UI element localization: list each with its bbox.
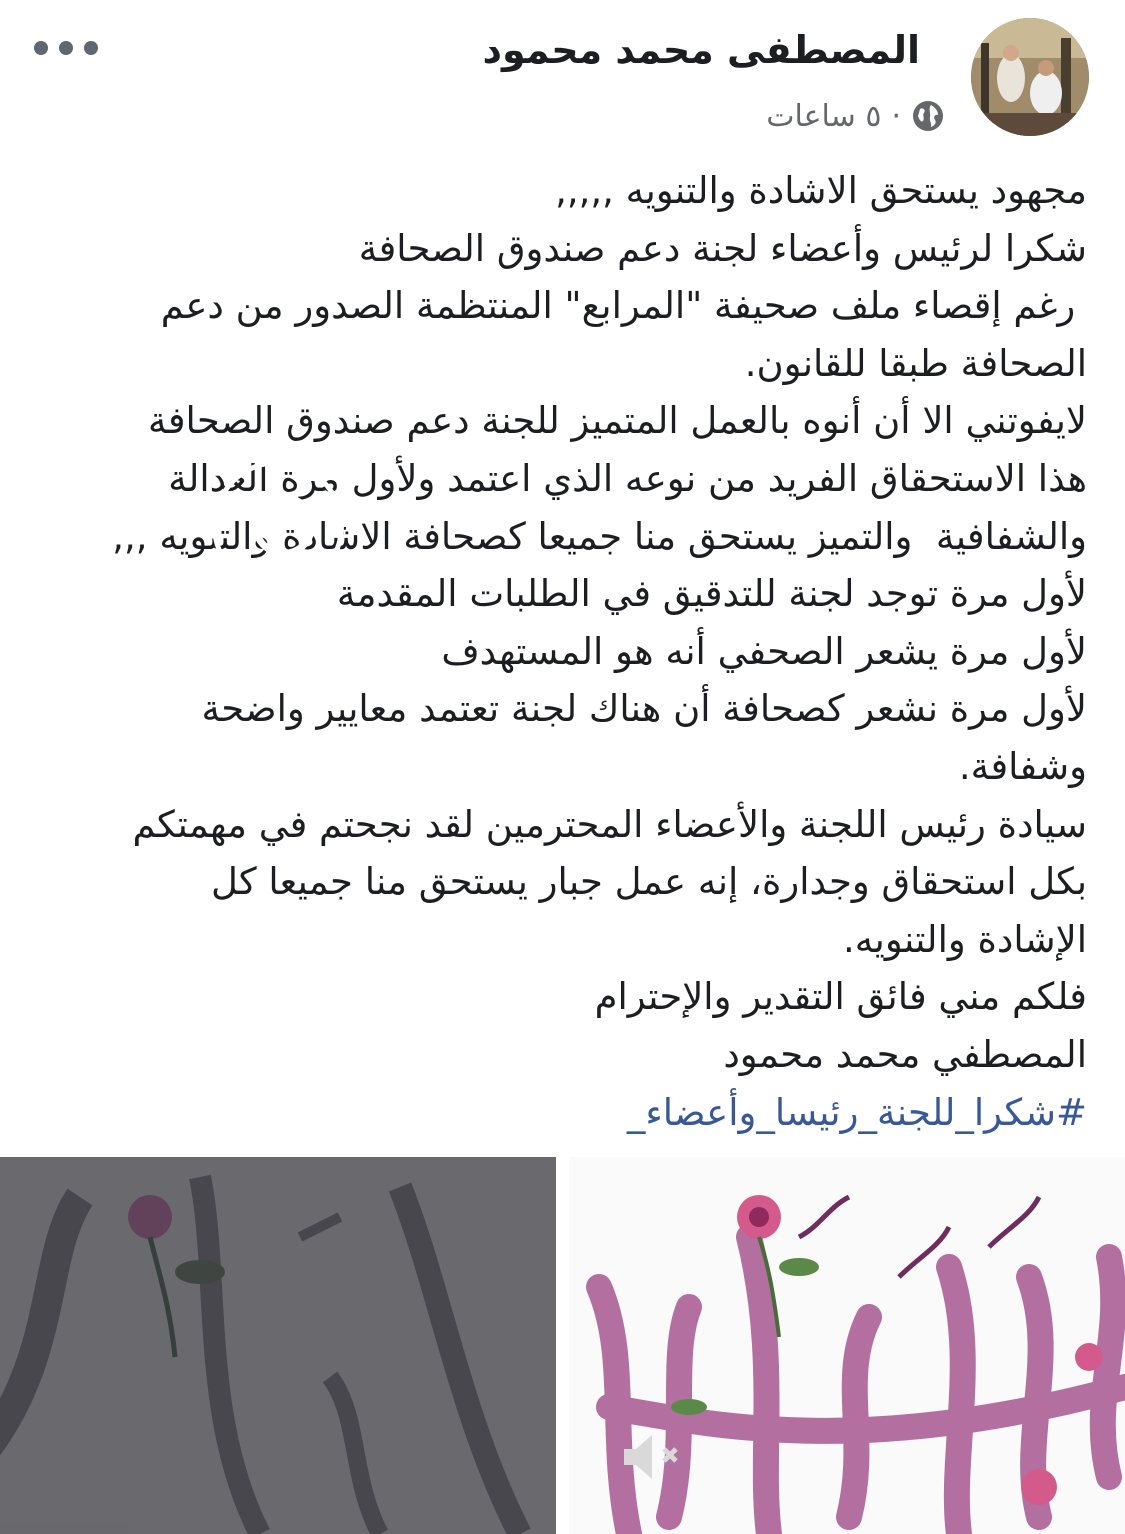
post-line: المصطفي محمد محمود [723,1032,1087,1076]
hashtag-line [20,1084,1087,1142]
post-meta [766,96,945,136]
post-line: مجهود يستحق الاشادة والتنويه ,,,,, [555,169,1087,212]
replay-button[interactable] [212,460,344,592]
replay-icon [217,465,339,587]
globe-icon [911,99,945,133]
post-line: رغم إقصاء ملف صحيفة "المرابع" المنتظمة الصدور من دعم [160,284,1087,328]
post-media [0,1157,1125,1534]
author-name[interactable]: المصطفى محمد محمود [482,28,920,72]
post-line: لأول مرة يشعر الصحفي أنه هو المستهدف [441,629,1087,673]
post-line: هذا الاستحقاق الفريد من نوعه الذي اعتمد ولأول مرة العدالة [168,456,1087,500]
more-options-button[interactable] [34,28,98,68]
mute-icon[interactable] [614,1427,694,1487]
post-line: بكل استحقاق وجدارة، إنه عمل جبار يستحق منا جميعا كل [210,860,1087,904]
post-line: شكرا لرئيس وأعضاء لجنة دعم صندوق الصحافة [358,226,1087,270]
post-line: لايفوتني الا أن أنوه بالعمل المتميز للجنة دعم صندوق الصحافة [148,399,1087,443]
post-line: الإشادة والتنويه. [842,917,1087,961]
video-thumbnail[interactable] [0,1157,556,1534]
avatar-photo [971,18,1089,136]
hashtag-link[interactable]: #شكرا_للجنة_رئيسا_وأعضاء_ [626,1090,1087,1134]
video-overlay [0,1157,556,1534]
post-line: الصحافة طبقا للقانون. [744,341,1087,385]
post-time[interactable]: ٥ ساعات [766,98,882,134]
post-line: سيادة رئيس اللجنة والأعضاء المحترمين لقد نجحتم في مهمتكم [132,802,1087,846]
meta-separator: · [891,98,901,134]
post-line: لأول مرة توجد لجنة للتدقيق في الطلبات المقدمة [336,572,1087,616]
more-dots-icon [34,41,48,55]
replay-label[interactable]: مشاهدة مرة [175,618,385,664]
post-line: وشفافة. [958,744,1087,788]
post-header [0,0,1125,150]
post-line: والشفافية والتميز يستحق منا جميعا كصحافة الاشادة والتنويه ,,, [112,514,1087,558]
post-line: لأول مرة نشعر كصحافة أن هناك لجنة تعتمد معايير واضحة [201,687,1087,731]
more-dot [84,41,98,55]
avatar[interactable] [971,18,1089,136]
more-dot [59,41,73,55]
image-thumbnail[interactable] [569,1157,1125,1534]
post-line: فلكم مني فائق التقدير والإحترام [594,975,1087,1019]
